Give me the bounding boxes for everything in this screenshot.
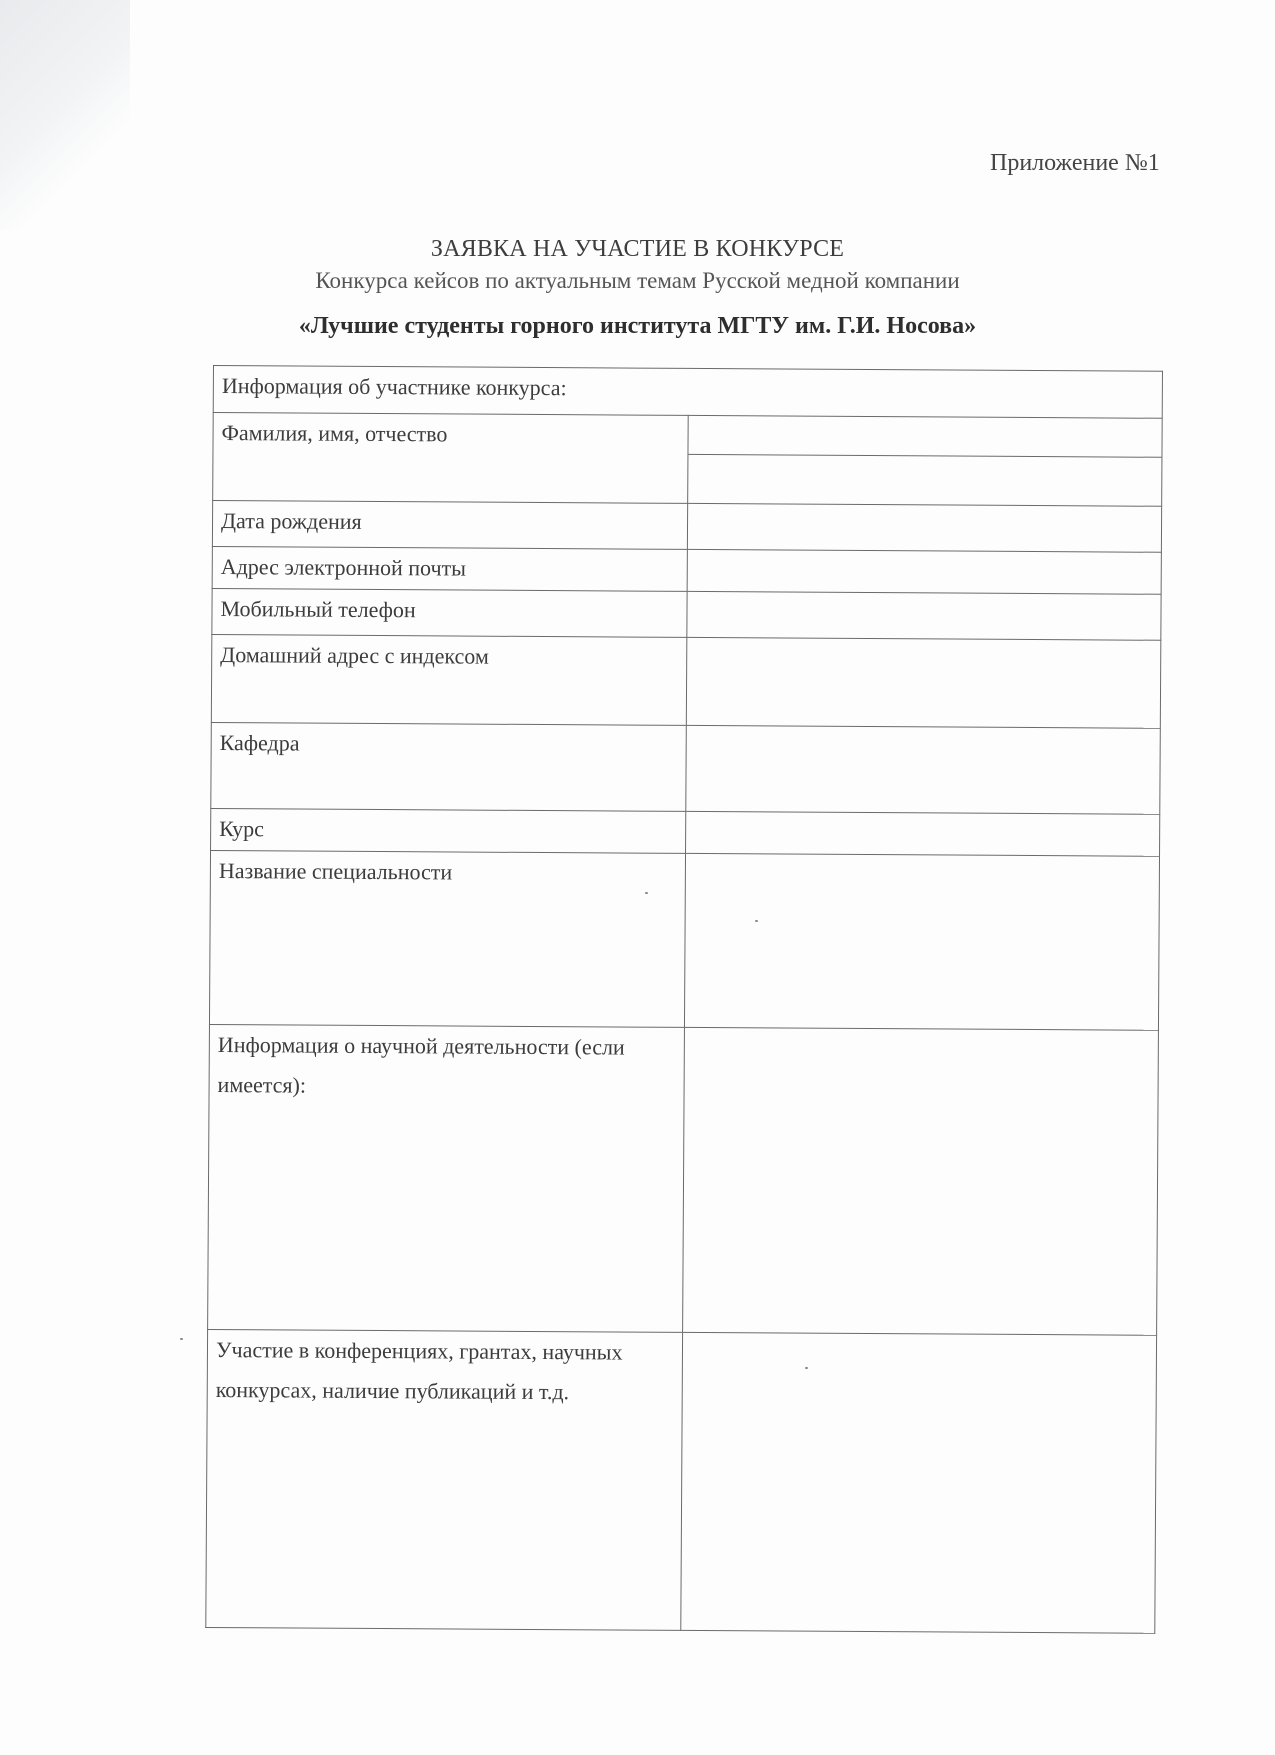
appendix-label: Приложение №1 <box>990 150 1160 176</box>
form-row-email <box>212 546 1161 594</box>
form-row-department <box>211 722 1161 814</box>
full-name-field[interactable] <box>687 415 1162 506</box>
form-row-mobile-phone <box>212 588 1161 640</box>
department-label: Кафедра <box>211 722 686 811</box>
home-address-field[interactable] <box>686 637 1161 728</box>
mobile-phone-label: Мобильный телефон <box>212 588 687 637</box>
scan-speck <box>755 920 758 922</box>
scan-speck <box>645 892 648 894</box>
form-row-full-name <box>213 413 1163 507</box>
document-title: ЗАЯВКА НА УЧАСТИЕ В КОНКУРСЕ <box>430 236 845 262</box>
form-row-research-info <box>208 1024 1159 1335</box>
form-row-home-address <box>211 634 1161 728</box>
contest-name: «Лучшие студенты горного института МГТУ им. Г.И. Носова» <box>298 313 977 339</box>
research-info-field[interactable] <box>682 1027 1158 1335</box>
email-field[interactable] <box>687 549 1162 594</box>
scan-speck <box>180 1338 183 1340</box>
application-form-table <box>205 365 1163 1634</box>
course-label: Курс <box>211 808 686 853</box>
email-label: Адрес электронной почты <box>212 546 687 591</box>
document-subtitle: Конкурса кейсов по актуальным темам Русской медной компании <box>315 268 960 293</box>
specialty-field[interactable] <box>684 853 1160 1030</box>
birth-date-field[interactable] <box>687 503 1162 552</box>
mobile-phone-field[interactable] <box>686 591 1161 640</box>
form-row-specialty <box>209 850 1159 1030</box>
birth-date-label: Дата рождения <box>212 501 687 550</box>
conferences-field[interactable] <box>680 1332 1156 1633</box>
section-header: Информация об участнике конкурса: <box>213 366 1162 419</box>
form-row-course <box>211 808 1160 856</box>
scan-fold-shadow <box>0 0 130 230</box>
form-row-conferences <box>206 1329 1157 1633</box>
conferences-label: Участие в конференциях, грантах, научных конкурсах, наличие публикаций и т.д. <box>206 1329 682 1630</box>
research-info-label: Информация о научной деятельности (если имеется): <box>208 1024 684 1332</box>
full-name-line-2[interactable] <box>688 455 1162 496</box>
full-name-label: Фамилия, имя, отчество <box>213 413 688 504</box>
full-name-lines <box>688 416 1162 496</box>
form-row-birth-date <box>212 501 1161 553</box>
course-field[interactable] <box>685 811 1160 856</box>
specialty-label: Название специальности <box>209 850 685 1027</box>
department-field[interactable] <box>685 725 1160 814</box>
scan-speck <box>805 1367 808 1369</box>
form-section-header-row <box>213 366 1162 419</box>
full-name-line-1[interactable] <box>688 416 1162 458</box>
home-address-label: Домашний адрес с индексом <box>211 634 686 725</box>
